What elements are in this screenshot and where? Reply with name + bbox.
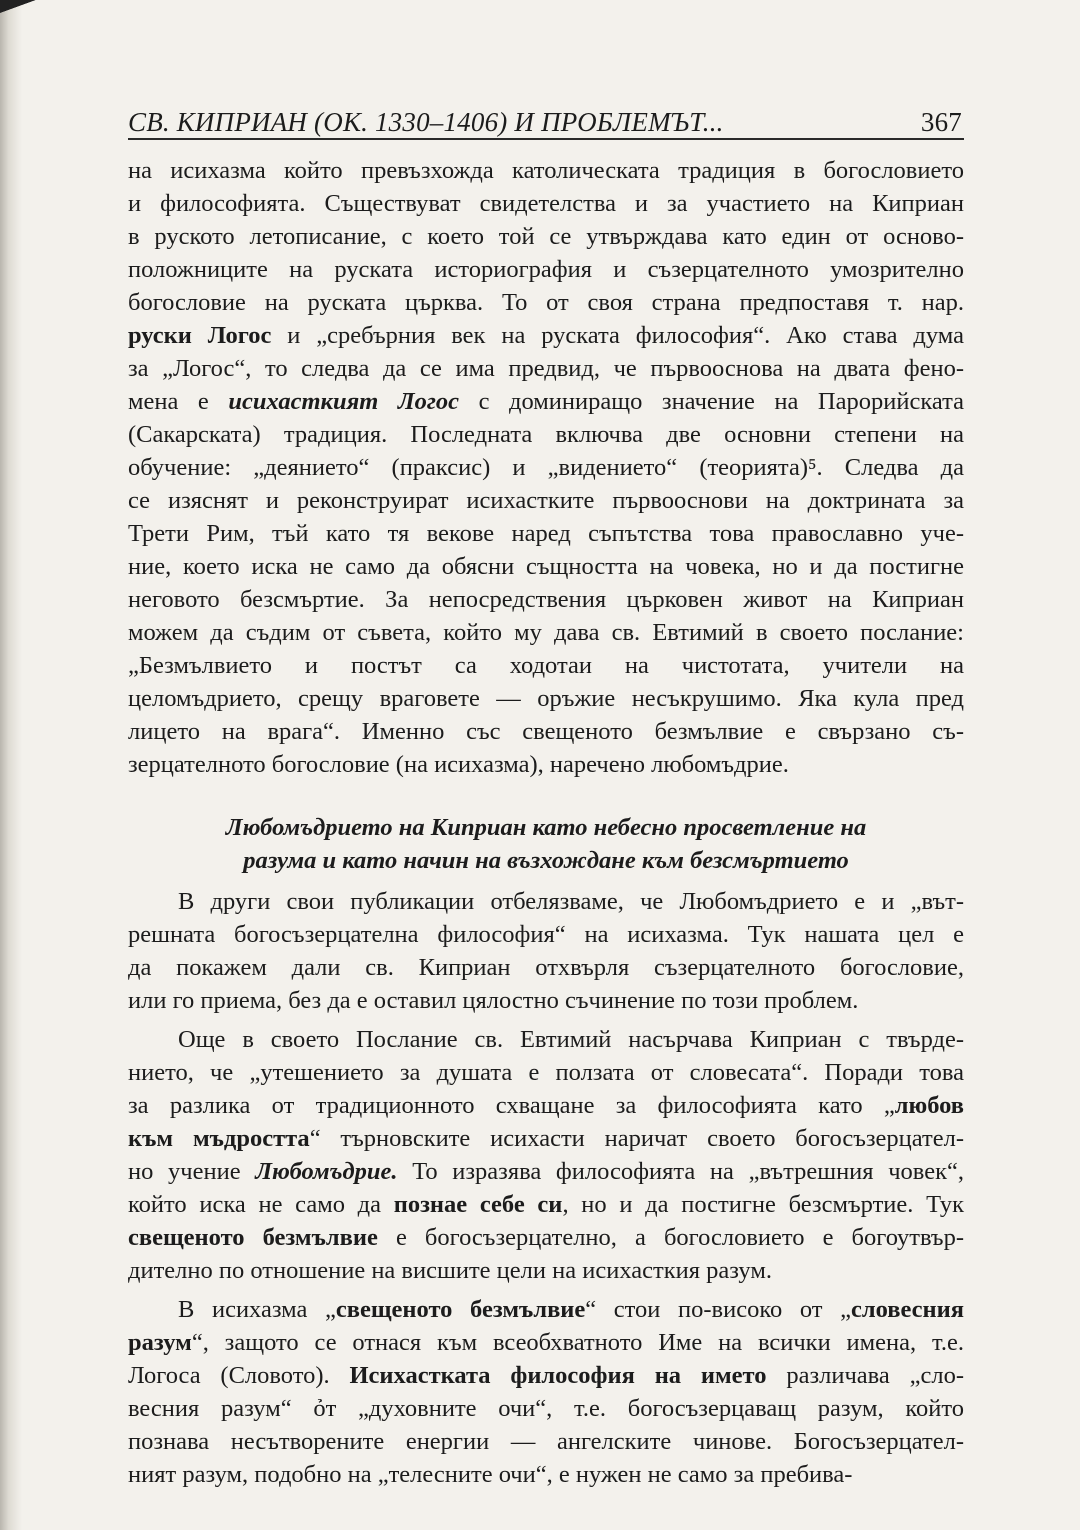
text-run: познава несътворените енергии — ангелските чинове. Богосъзерцател- <box>128 1428 964 1455</box>
text-line <box>128 951 964 984</box>
text-run: целомъдрието, срещу враговете — оръжие несъкрушимо. Яка кула пред <box>128 685 964 712</box>
text-line <box>128 253 964 286</box>
text-line <box>128 1155 964 1188</box>
text-line <box>128 1392 964 1425</box>
paragraph-3 <box>128 1023 964 1287</box>
running-header <box>128 96 964 140</box>
text-run: на исихазма който превъзхожда католическата традиция в богословието <box>128 157 964 184</box>
text-run: В други свои публикации отбелязваме, че Любомъдрието е и „вът- <box>178 888 964 915</box>
running-header-title: СВ. КИПРИАН (ОК. 1330–1406) И ПРОБЛЕМЪТ... <box>128 107 724 137</box>
text-run: да покажем дали св. Киприан отхвърля съзерцателното богословие, <box>128 954 964 981</box>
section-heading-line-2: разума и като начин на възхождане към безсмъртието <box>243 847 849 874</box>
text-line <box>128 154 964 187</box>
text-run: мена е <box>128 388 229 415</box>
text-run: дително по отношение на висшите цели на исихасткия разум. <box>128 1257 772 1284</box>
text-line <box>128 187 964 220</box>
text-run: свещеното безмълвие <box>335 1296 586 1323</box>
text-run: с доминиращо значение на Парорийската <box>459 388 964 415</box>
text-run: нието, че „утешението за душата е ползата от словесата“. Поради това <box>128 1059 964 1086</box>
text-run: “, защото се отнася към всеобхватното Име на всички имена, т.е. <box>191 1329 964 1356</box>
text-run: неговото безсмъртие. За непосредствения църковен живот на Киприан <box>128 586 964 613</box>
text-run: за разлика от традиционното схващане за философията като „ <box>128 1092 895 1119</box>
text-run: , но и да постигне безсмъртие. Тук <box>562 1191 964 1218</box>
text-run: любов <box>894 1092 964 1119</box>
text-line <box>128 220 964 253</box>
paragraph-2 <box>128 885 964 1017</box>
text-line <box>128 1425 964 1458</box>
text-line <box>128 1188 964 1221</box>
text-line <box>128 319 964 352</box>
scan-binding-edge <box>0 0 22 1530</box>
text-run: който иска не само да <box>128 1191 394 1218</box>
text-run: „Безмълвието и постът са ходотаи на чистотата, учители на <box>128 652 964 679</box>
text-run: Исихастката философия на името <box>349 1362 767 1389</box>
text-run: и „сребърния век на руската философия“. Ако става дума <box>271 322 965 349</box>
text-run: познае себе си <box>393 1191 563 1218</box>
text-run: различава „сло- <box>766 1362 964 1389</box>
text-run: за „Логос“, то следва да се има предвид, че първооснова на двата фено- <box>128 355 964 382</box>
text-run: словесния <box>851 1296 965 1323</box>
text-run: богословие на руската църква. То от своя страна предпоставя т. нар. <box>128 289 964 316</box>
text-line <box>128 451 964 484</box>
text-line <box>128 550 964 583</box>
text-run: В исихазма „ <box>178 1296 336 1323</box>
scan-corner-mark <box>0 0 40 14</box>
text-line <box>128 1293 964 1326</box>
text-line <box>128 1221 964 1254</box>
text-line <box>128 649 964 682</box>
text-run: е богосъзерцателно, а богословието е богоутвър- <box>377 1224 964 1251</box>
text-line <box>128 1326 964 1359</box>
text-line <box>128 748 964 781</box>
text-run: или го приема, без да е оставил цялостно съчинение по този проблем. <box>128 987 859 1014</box>
section-heading <box>128 811 964 877</box>
text-run: лицето на врага“. Именно със свещеното безмълвие е свързано съ- <box>128 718 964 745</box>
text-line <box>128 715 964 748</box>
text-line <box>128 1458 964 1491</box>
text-run: Още в своето Послание св. Евтимий насърчава Киприан с твърде- <box>178 1026 964 1053</box>
body-text <box>128 154 964 1491</box>
text-line <box>128 1023 964 1056</box>
text-line <box>128 1254 964 1287</box>
page-number: 367 <box>920 107 962 137</box>
text-line <box>128 616 964 649</box>
text-run: исихасткият Логос <box>228 388 460 415</box>
text-line <box>128 286 964 319</box>
text-run: към мъдростта <box>128 1125 310 1152</box>
text-run: Любомъдрие. <box>255 1158 398 1185</box>
text-run: “ стои по-високо от „ <box>585 1296 851 1323</box>
text-run: в руското летописание, с което той се утвърждава като един от осново- <box>128 223 964 250</box>
text-line <box>128 385 964 418</box>
paragraph-4 <box>128 1293 964 1491</box>
text-run: свещеното безмълвие <box>128 1224 378 1251</box>
text-line <box>128 1122 964 1155</box>
text-line <box>128 984 964 1017</box>
text-line <box>128 583 964 616</box>
text-run: То изразява философията на „вътрешния човек“, <box>397 1158 965 1185</box>
book-page <box>128 96 964 1491</box>
text-run: решната богосъзерцателна философия“ на исихазма. Тук нашата цел е <box>128 921 964 948</box>
text-run: Трети Рим, тъй като тя векове наред съпътства това православно уче- <box>128 520 964 547</box>
text-run: разум <box>128 1329 192 1356</box>
text-run: ният разум, подобно на „телесните очи“, е нужен не само за пребива- <box>128 1461 853 1488</box>
text-line <box>128 517 964 550</box>
text-line <box>128 418 964 451</box>
text-run: обучение: „деянието“ (праксис) и „видението“ (теорията)⁵. Следва да <box>128 454 964 481</box>
text-run: можем да съдим от съвета, който му дава св. Евтимий в своето послание: <box>128 619 964 646</box>
text-line <box>128 1089 964 1122</box>
text-run: Логоса (Словото). <box>128 1362 350 1389</box>
text-run: весния разум“ ỏт „духовните очи“, т.е. богосъзерцаващ разум, който <box>128 1395 964 1422</box>
text-line <box>128 1359 964 1392</box>
text-run: но учение <box>128 1158 256 1185</box>
text-run: “ търновските исихасти наричат своето богосъзерцател- <box>309 1125 964 1152</box>
text-line <box>128 885 964 918</box>
text-line <box>128 682 964 715</box>
section-heading-line-1: Любомъдрието на Киприан като небесно просветление на <box>225 814 867 841</box>
text-run: ние, което иска не само да обясни същността на човека, но и да постигне <box>128 553 964 580</box>
text-run: руски Логос <box>128 322 272 349</box>
text-line <box>128 918 964 951</box>
text-run: положниците на руската историография и съзерцателното умозрително <box>128 256 964 283</box>
text-run: зерцателното богословие (на исихазма), наречено любомъдрие. <box>128 751 789 778</box>
text-run: се изяснят и реконструират исихастките първооснови на доктрината за <box>128 487 964 514</box>
text-run: и философията. Съществуват свидетелства и за участието на Киприан <box>128 190 964 217</box>
text-line <box>128 352 964 385</box>
text-run: (Сакарската) традиция. Последната включва две основни степени на <box>128 421 964 448</box>
text-line <box>128 484 964 517</box>
paragraph-1 <box>128 154 964 781</box>
text-line <box>128 1056 964 1089</box>
